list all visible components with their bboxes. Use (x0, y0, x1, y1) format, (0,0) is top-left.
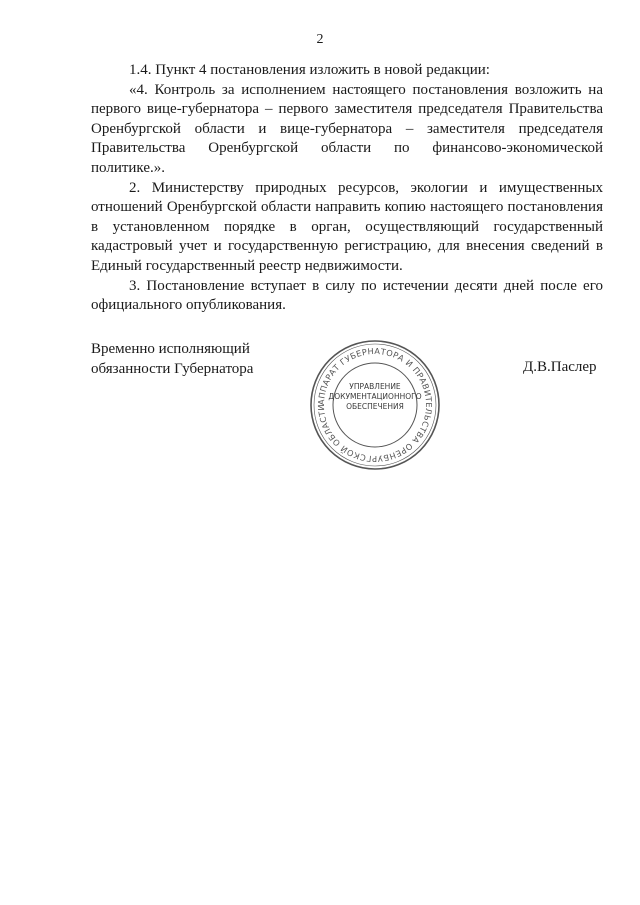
signatory-name: Д.В.Паслер (523, 359, 597, 375)
signatory-position-line-2: обязанности Губернатора (91, 360, 254, 377)
stamp-center-text (307, 382, 443, 412)
signatory-position-line-1: Временно исполняющий (91, 341, 250, 357)
stamp-center-line-1: УПРАВЛЕНИЕ (349, 382, 401, 391)
paragraph-1-4: 1.4. Пункт 4 постановления изложить в новой редакции: (129, 62, 490, 78)
stamp-center-line-3: ОБЕСПЕЧЕНИЯ (346, 402, 404, 411)
stamp-center-line-2: ДОКУМЕНТАЦИОННОГО (328, 392, 422, 401)
paragraph-quoted-point-4: «4. Контроль за исполнением настоящего постановления возложить на первого вице-губернатора – первого заместителя председателя Правительства Оренбургской области и вице-губернатора – заместителя председателя Правительства Оренбургской области по финансово-экономической политике.». (91, 81, 603, 176)
paragraph-2: 2. Министерству природных ресурсов, экологии и имущественных отношений Оренбургской области направить копию настоящего постановления в установленном порядке в орган, осуществляющий государственный кадастровый учет и государственную регистрацию, для внесения сведений в Единый государственный реестр недвижимости. (91, 179, 603, 274)
stamp-ring-text: АППАРАТ ГУБЕРНАТОРА И ПРАВИТЕЛЬСТВА ОРЕНБУРГСКОЙ ОБЛАСТИ (315, 345, 435, 465)
official-stamp (307, 337, 443, 473)
document-body (91, 61, 603, 316)
page-number: 2 (316, 32, 324, 47)
paragraph-3: 3. Постановление вступает в силу по истечении десяти дней после его официального опубликования. (91, 277, 603, 314)
signatory-position (91, 340, 253, 379)
